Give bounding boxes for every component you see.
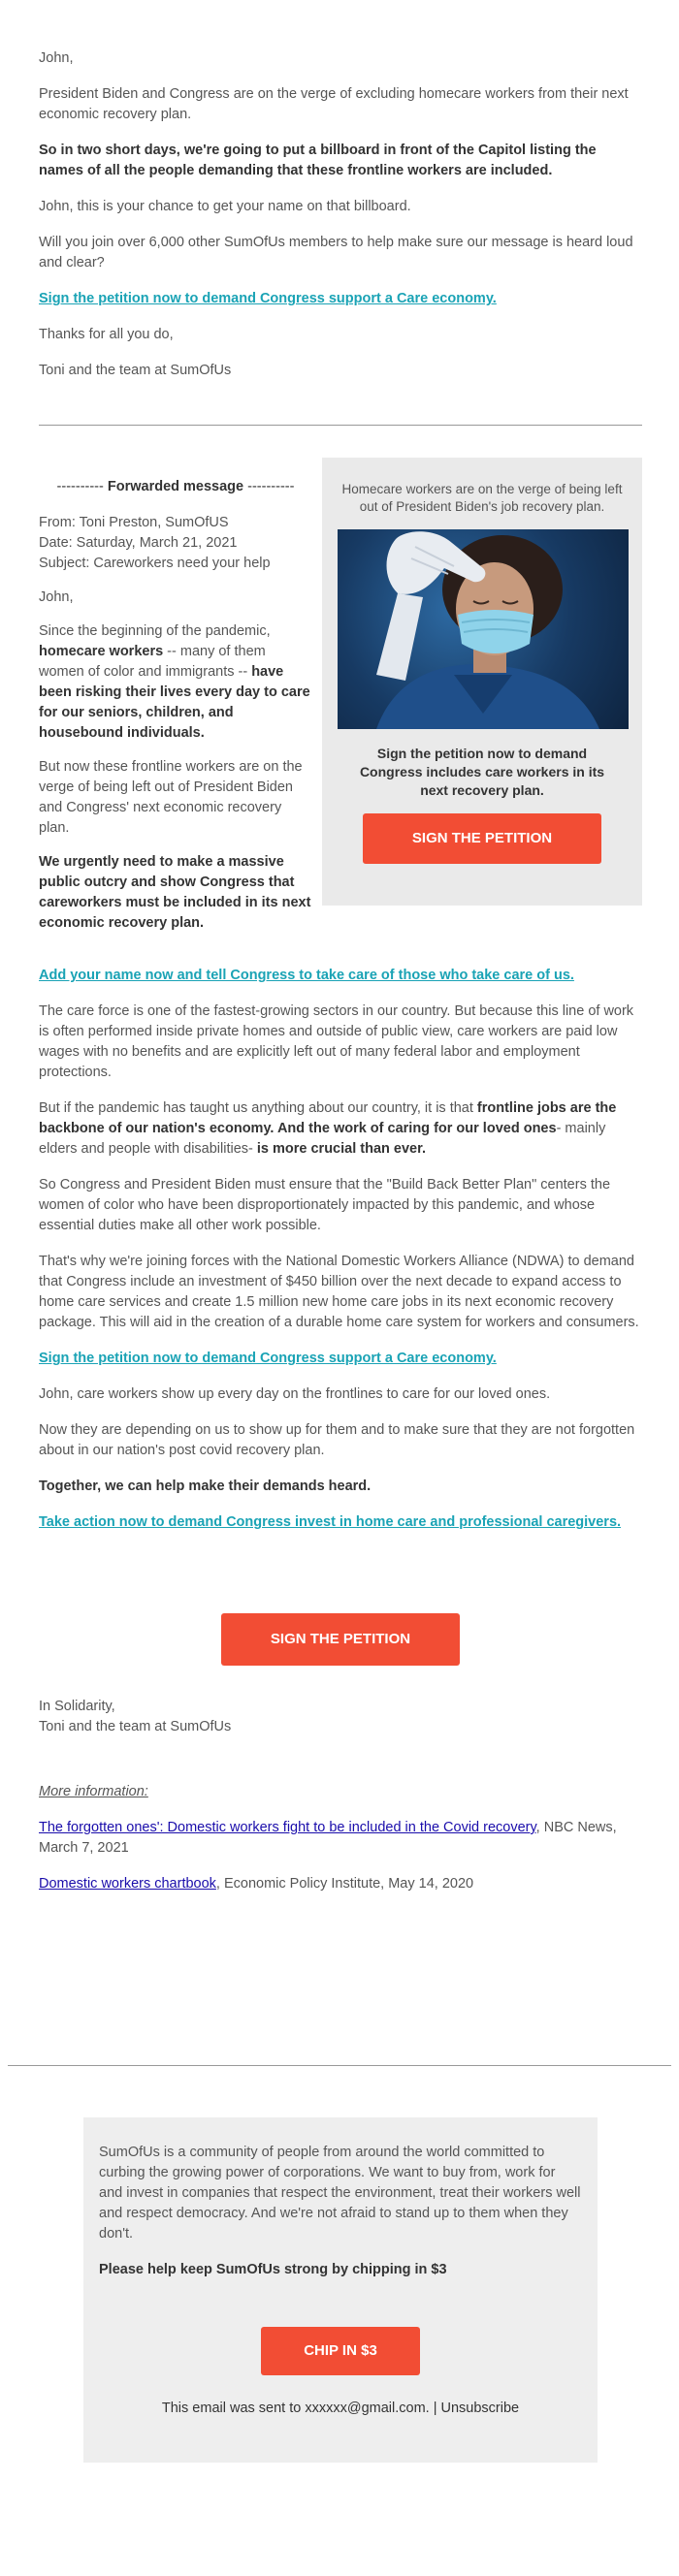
divider-bottom [8, 2065, 671, 2066]
intro-petition-link[interactable]: Sign the petition now to demand Congress support a Care economy. [39, 291, 497, 307]
intro-paragraph-4: Will you join over 6,000 other SumOfUs members to help make sure our message is heard loud and clear? [39, 235, 633, 271]
forwarded-header [39, 477, 312, 497]
footer-appeal: Please help keep SumOfUs strong by chipping in $3 [99, 2262, 447, 2278]
intro-signoff: Toni and the team at SumOfUs [39, 363, 232, 379]
care-economy-link[interactable]: Sign the petition now to demand Congress support a Care economy. [39, 1351, 497, 1367]
body-paragraph-5: John, care workers show up every day on the frontlines to care for our loved ones. [39, 1386, 551, 1403]
reference-2-source: , Economic Policy Institute, May 14, 2020 [215, 1876, 474, 1892]
sidebox-ask: Sign the petition now to demand Congress includes care workers in its next recovery plan. [359, 746, 605, 799]
footer-sent-line [83, 2399, 598, 2419]
intro-greeting: John, [39, 50, 74, 66]
intro-section [39, 48, 642, 397]
reference-1-source: , NBC News, March 7, 2021 [39, 1820, 617, 1857]
reference-1-link[interactable]: The forgotten ones': Domestic workers fight to be included in the Covid recovery [39, 1820, 536, 1836]
body-paragraph-3: So Congress and President Biden must ensure that the "Build Back Better Plan" centers the women of color who have been disproportionately impacted by this pandemic, and whose essential duties make all other work possible. [39, 1177, 611, 1234]
body-paragraph-1: The care force is one of the fastest-growing sectors in our country. But because this line of work is often performed inside private homes and outside of public view, care workers are paid low wages with no benefits and are explicitly left out of many federal labor and employment protections. [39, 1003, 634, 1081]
closing-solidarity: In Solidarity, [39, 1699, 115, 1714]
forwarded-greeting: John, [39, 589, 74, 606]
reference-2-link[interactable]: Domestic workers chartbook [39, 1876, 216, 1892]
take-action-link[interactable]: Take action now to demand Congress invest in home care and professional caregivers. [39, 1514, 622, 1531]
footer-about: SumOfUs is a community of people from around the world committed to curbing the growing power of corporations. We want to buy from, work for and invest in companies that respect the environment, treat their workers well and respect democracy. And we're not afraid to stand up to them when they don't. [99, 2145, 581, 2242]
intro-billboard-paragraph: So in two short days, we're going to put a billboard in front of the Capitol listing the names of all the people demanding that these frontline workers are included. [39, 143, 597, 179]
forwarded-dashes-right: ---------- [247, 479, 295, 494]
reference-1 [39, 1818, 642, 1859]
forwarded-paragraph-3: We urgently need to make a massive public outcry and show Congress that careworkers must be included in its next economic recovery plan. [39, 854, 311, 932]
body-paragraph-7: Together, we can help make their demands heard. [39, 1479, 372, 1495]
sidebox-sign-petition-button[interactable]: SIGN THE PETITION [363, 813, 601, 864]
forwarded-message [39, 477, 312, 947]
closing-team: Toni and the team at SumOfUs [39, 1719, 232, 1735]
forwarded-label: Forwarded message [107, 479, 244, 494]
forwarded-paragraph-2: But now these frontline workers are on the verge of being left out of President Biden and Congress' next economic recovery plan. [39, 759, 303, 837]
divider-top [39, 425, 642, 426]
careworker-photo [338, 529, 629, 729]
forwarded-subject: Subject: Careworkers need your help [39, 556, 271, 572]
footer-box [83, 2117, 598, 2463]
more-info-heading: More information: [39, 1784, 148, 1799]
closing-section [39, 1697, 642, 1737]
body-section [39, 966, 642, 1548]
chip-in-button[interactable]: CHIP IN $3 [261, 2327, 420, 2375]
body-paragraph-2: But if the pandemic has taught us anything about our country, it is that frontline jobs are the backbone of our nation's economy. And the work of caring for our loved ones- mainly elders and people with disabilities- is more crucial than ever. [39, 1100, 617, 1158]
reference-2 [39, 1874, 642, 1894]
forwarded-from: From: Toni Preston, SumOfUS [39, 515, 229, 531]
intro-thanks: Thanks for all you do, [39, 327, 174, 343]
petition-sidebox [322, 458, 642, 906]
more-info-section [39, 1782, 642, 1910]
add-your-name-link[interactable]: Add your name now and tell Congress to take care of those who take care of us. [39, 968, 574, 983]
intro-paragraph-1: President Biden and Congress are on the verge of excluding homecare workers from their next economic recovery plan. [39, 86, 629, 123]
careworker-illustration [338, 529, 629, 729]
body-paragraph-4: That's why we're joining forces with the National Domestic Workers Alliance (NDWA) to demand that Congress include an investment of $450 billion over the next decade to expand access to home care services and create 1.5 million new home care jobs in its next economic recovery package. This will aid in the creation of a durable home care system for workers and consumers. [39, 1254, 639, 1331]
forwarded-paragraph-1: Since the beginning of the pandemic, homecare workers -- many of them women of color and immigrants -- have been risking their lives every day to care for our seniors, children, and housebound individuals. [39, 623, 310, 742]
footer-sent-text: This email was sent to xxxxxx@gmail.com. | [161, 2401, 441, 2416]
sign-petition-button[interactable]: SIGN THE PETITION [221, 1613, 460, 1666]
sidebox-caption: Homecare workers are on the verge of being left out of President Biden's job recovery plan. [341, 482, 623, 515]
unsubscribe-link[interactable]: Unsubscribe [440, 2401, 520, 2416]
body-paragraph-6: Now they are depending on us to show up for them and to make sure that they are not forgotten about in our nation's post covid recovery plan. [39, 1422, 635, 1459]
intro-paragraph-3: John, this is your chance to get your name on that billboard. [39, 199, 411, 215]
forwarded-dashes-left: ---------- [56, 479, 104, 494]
forwarded-date: Date: Saturday, March 21, 2021 [39, 535, 238, 552]
